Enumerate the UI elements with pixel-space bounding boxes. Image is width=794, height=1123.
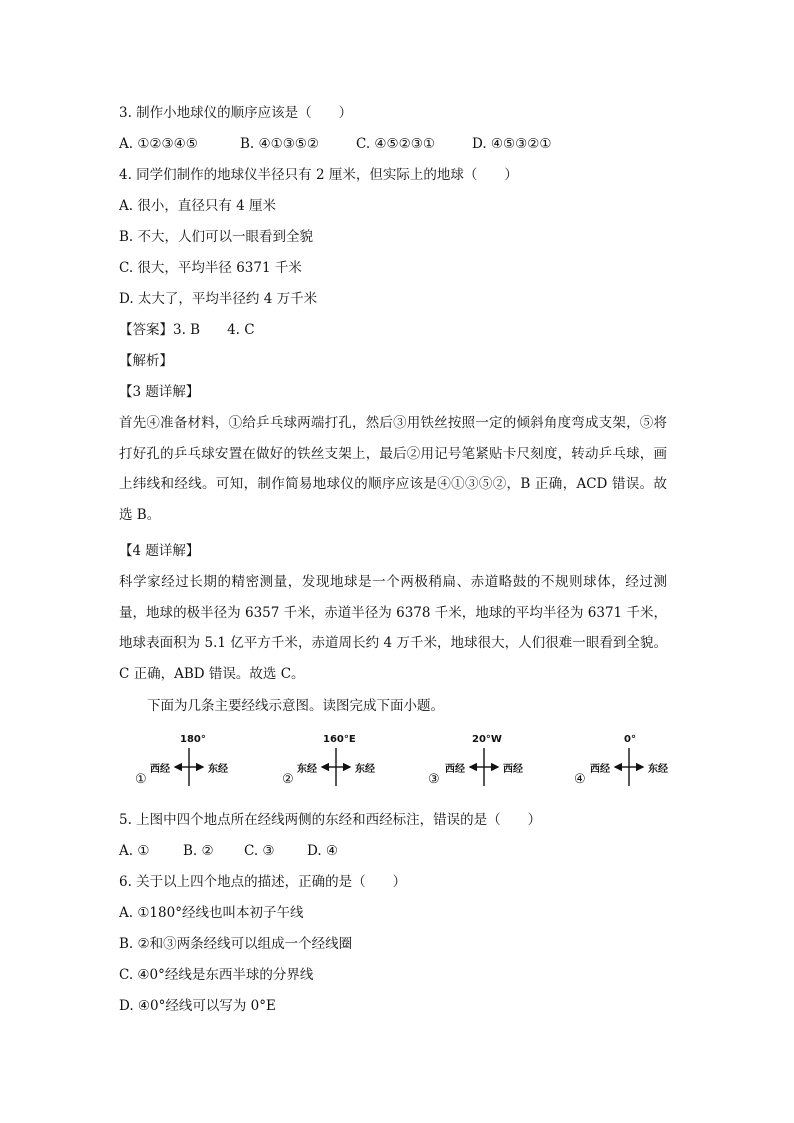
meridian-3-right-label: 西经 <box>503 764 523 775</box>
meridian-1-degree: 180° <box>180 734 206 745</box>
meridian-4-right-label: 东经 <box>648 764 668 775</box>
meridian-2-right-label: 东经 <box>355 764 375 775</box>
meridian-2-number: ② <box>282 772 294 787</box>
meridian-2-left-label: 东经 <box>297 764 317 775</box>
meridian-diagram-lines <box>119 734 699 794</box>
q4-option-b: B. 不大，人们可以一眼看到全貌 <box>119 229 314 245</box>
question-6-stem: 6. 关于以上四个地点的描述，正确的是（ ） <box>119 874 407 890</box>
question-4-stem: 4. 同学们制作的地球仪半径只有 2 厘米，但实际上的地球（ ） <box>119 167 518 183</box>
q6-option-c: C. ④0°经线是东西半球的分界线 <box>119 967 314 983</box>
q4-option-d: D. 太大了，平均半径约 4 万千米 <box>119 291 318 307</box>
q5-option-d: D. ④ <box>307 843 339 859</box>
q4-option-a: A. 很小，直径只有 4 厘米 <box>119 198 277 214</box>
q4-detail-text: 科学家经过长期的精密测量，发现地球是一个两极稍扁、赤道略鼓的不规则球体，经过测量，地球的极半径为 6357 千米，赤道半径为 6378 千米，地球的平均半径为 6371 千米，地球表面积为 5.1 亿平方千米，赤道周长约 4 万千米，地球很大，人们很难一眼看到全貌。C 正确，ABD 错误。故选 C。 <box>119 574 667 682</box>
meridian-1-cross <box>175 748 203 786</box>
q3-option-a: A. ①②③④⑤ <box>119 136 198 152</box>
meridian-3-number: ③ <box>428 772 440 787</box>
meridian-4-number: ④ <box>574 772 586 787</box>
analysis-label: 【解析】 <box>119 353 173 369</box>
answer-line: 【答案】3. B 4. C <box>119 322 255 338</box>
q4-option-c: C. 很大，平均半径 6371 千米 <box>119 260 302 276</box>
meridian-4-cross <box>615 748 643 786</box>
q3-option-d: D. ④⑤③②① <box>472 136 552 152</box>
question-5-stem: 5. 上图中四个地点所在经线两侧的东经和西经标注，错误的是（ ） <box>119 812 542 828</box>
q3-option-b: B. ④①③⑤② <box>240 136 320 152</box>
q3-detail-label: 【3 题详解】 <box>119 384 200 400</box>
meridian-4-left-label: 西经 <box>590 764 610 775</box>
q6-option-b: B. ②和③两条经线可以组成一个经线圈 <box>119 936 353 952</box>
meridian-3-degree: 20°W <box>472 734 502 745</box>
diagram-intro: 下面为几条主要经线示意图。读图完成下面小题。 <box>147 698 444 714</box>
meridian-3-cross <box>470 748 498 786</box>
q5-option-c: C. ③ <box>244 843 275 859</box>
q6-option-d: D. ④0°经线可以写为 0°E <box>119 998 276 1014</box>
meridian-3-left-label: 西经 <box>445 764 465 775</box>
meridian-diagram <box>119 734 699 794</box>
meridian-1-right-label: 东经 <box>208 764 228 775</box>
meridian-4-degree: 0° <box>624 734 636 745</box>
q4-detail-label: 【4 题详解】 <box>119 543 200 559</box>
q5-option-b: B. ② <box>183 843 214 859</box>
question-3-stem: 3. 制作小地球仪的顺序应该是（ ） <box>119 105 353 121</box>
q3-option-c: C. ④⑤②③① <box>356 136 435 152</box>
q5-option-a: A. ① <box>119 843 150 859</box>
q6-option-a: A. ①180°经线也叫本初子午线 <box>119 905 304 921</box>
meridian-2-degree: 160°E <box>323 734 356 745</box>
meridian-1-number: ① <box>135 772 147 787</box>
q3-detail-text: 首先④准备材料，①给乒乓球两端打孔，然后③用铁丝按照一定的倾斜角度弯成支架，⑤将打好孔的乒乓球安置在做好的铁丝支架上，最后②用记号笔紧贴卡尺刻度，转动乒乓球，画上纬线和经线。可知，制作简易地球仪的顺序应该是④①③⑤②，B 正确，ACD 错误。故选 B。 <box>119 415 667 523</box>
meridian-2-cross <box>322 748 350 786</box>
meridian-1-left-label: 西经 <box>150 764 170 775</box>
